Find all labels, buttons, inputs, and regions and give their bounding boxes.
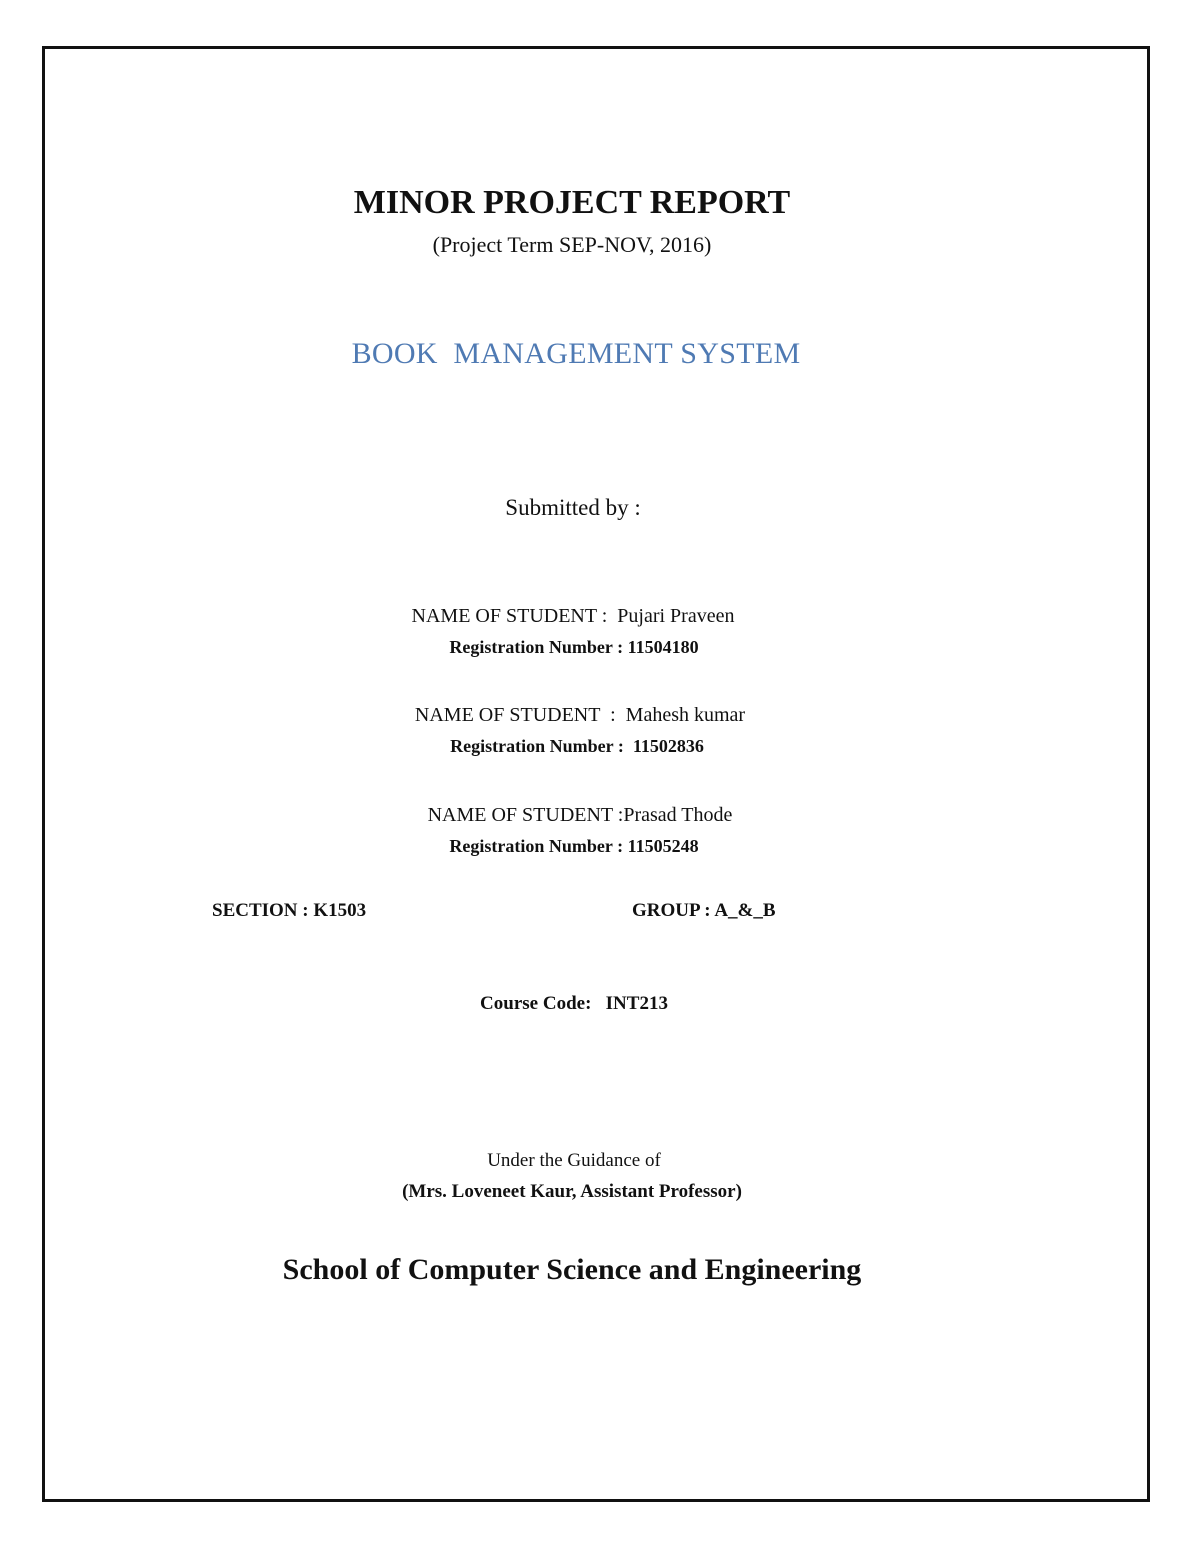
group-label: GROUP : A_&_B [632,900,776,921]
student-name: NAME OF STUDENT : Mahesh kumar [414,704,746,726]
section-label: SECTION : K1503 [212,900,367,921]
project-term: (Project Term SEP-NOV, 2016) [432,232,712,257]
student-registration: Registration Number : 11504180 [449,637,699,657]
course-code: Course Code: INT213 [480,993,668,1014]
project-name: BOOK MANAGEMENT SYSTEM [351,337,801,370]
student-name: NAME OF STUDENT : Pujari Praveen [411,605,735,627]
student-registration: Registration Number : 11505248 [449,836,699,856]
student-name: NAME OF STUDENT :Prasad Thode [427,804,733,826]
submitted-by-label: Submitted by : [505,495,641,520]
student-registration: Registration Number : 11502836 [450,736,704,756]
guidance-label: Under the Guidance of [487,1150,661,1171]
report-title: MINOR PROJECT REPORT [353,184,791,221]
school-name: School of Computer Science and Engineering [282,1253,862,1286]
guide-name: (Mrs. Loveneet Kaur, Assistant Professor) [402,1181,742,1202]
